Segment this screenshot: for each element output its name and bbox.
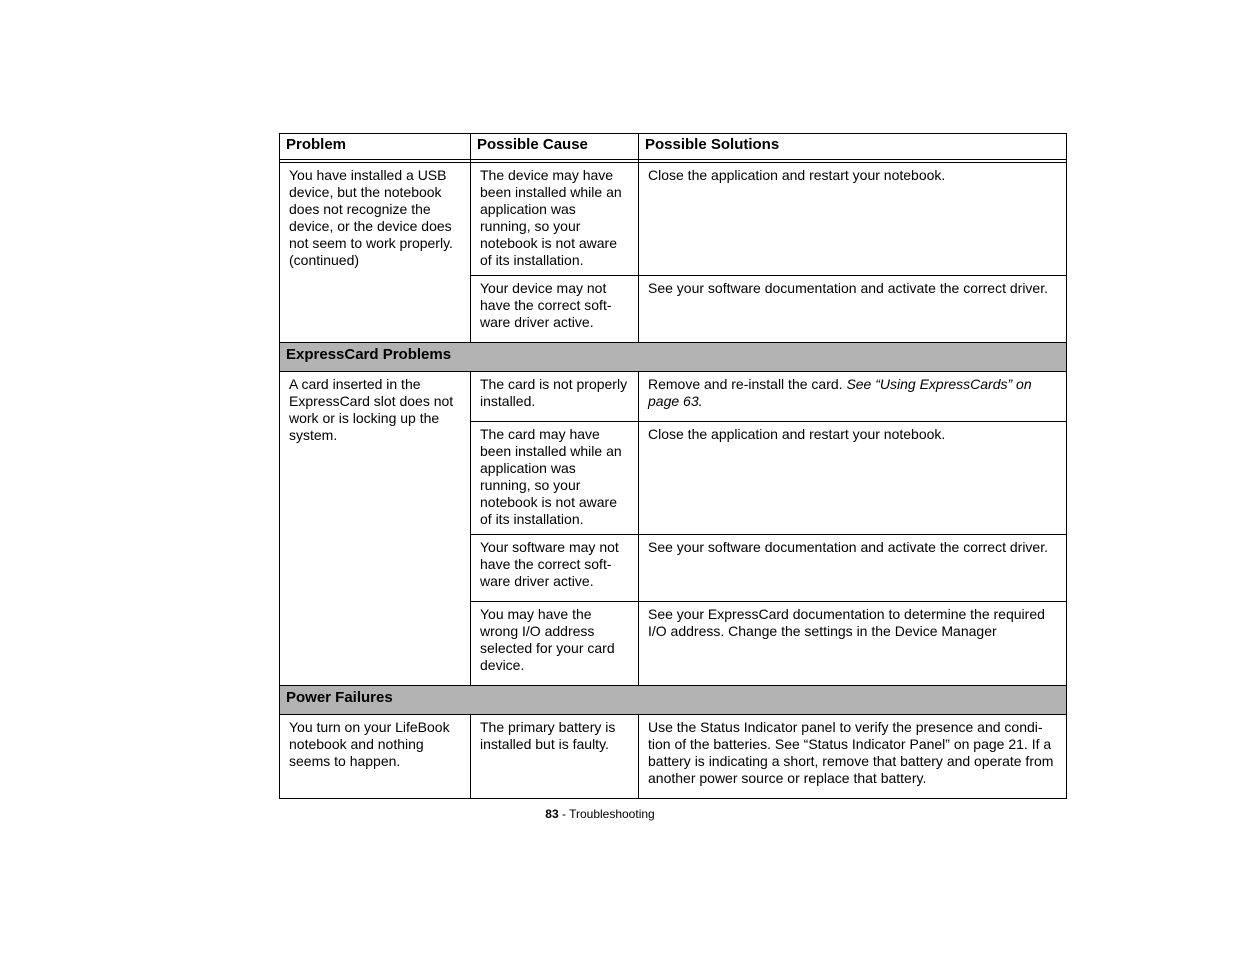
cause-cell: Your software may not have the correct soft-ware driver active. bbox=[471, 535, 639, 602]
cause-cell: The primary battery is installed but is faulty. bbox=[471, 715, 639, 799]
cause-cell: The device may have been installed while an application was running, so your notebook is not aware of its installation. bbox=[471, 163, 639, 276]
problem-cell: You turn on your LifeBook notebook and nothing seems to happen. bbox=[280, 715, 471, 799]
problem-cell: A card inserted in the ExpressCard slot does not work or is locking up the system. bbox=[280, 372, 471, 686]
cause-cell: The card may have been installed while an application was running, so your notebook is not aware of its installation. bbox=[471, 422, 639, 535]
problem-cell: You have installed a USB device, but the notebook does not recognize the device, or the device does not seem to work properly. (continued) bbox=[280, 163, 471, 343]
troubleshooting-table bbox=[279, 133, 1067, 799]
header-possible-solutions: Possible Solutions bbox=[639, 134, 1067, 160]
solution-cell: Close the application and restart your notebook. bbox=[639, 422, 1067, 535]
section-header-row bbox=[280, 686, 1067, 715]
page-number: 83 bbox=[545, 807, 559, 821]
header-possible-cause: Possible Cause bbox=[471, 134, 639, 160]
cause-cell: The card is not properly installed. bbox=[471, 372, 639, 422]
solution-cell: See your ExpressCard documentation to determine the required I/O address. Change the settings in the Device Manager bbox=[639, 602, 1067, 686]
page-footer bbox=[0, 807, 1200, 821]
solution-cell: Close the application and restart your notebook. bbox=[639, 163, 1067, 276]
solution-cell: Use the Status Indicator panel to verify the presence and condi-tion of the batteries. See “Status Indicator Panel” on page 21. If a battery is indicating a short, remove that battery and operate from another power source or replace that battery. bbox=[639, 715, 1067, 799]
table-row bbox=[280, 163, 1067, 276]
cause-cell: You may have the wrong I/O address selected for your card device. bbox=[471, 602, 639, 686]
section-title-power-failures: Power Failures bbox=[280, 686, 1067, 715]
table-row bbox=[280, 372, 1067, 422]
solution-text: Remove and re-install the card. bbox=[648, 376, 847, 392]
solution-cross-reference: See “Using ExpressCards” on page 63. bbox=[648, 376, 1032, 409]
section-header-row bbox=[280, 343, 1067, 372]
footer-section-name: Troubleshooting bbox=[569, 807, 655, 821]
solution-cell: See your software documentation and activate the correct driver. bbox=[639, 535, 1067, 602]
table-row bbox=[280, 715, 1067, 799]
solution-cell bbox=[639, 372, 1067, 422]
header-problem: Problem bbox=[280, 134, 471, 160]
section-title-expresscard: ExpressCard Problems bbox=[280, 343, 1067, 372]
footer-separator: - bbox=[558, 807, 570, 821]
solution-cell: See your software documentation and activate the correct driver. bbox=[639, 276, 1067, 343]
cause-cell: Your device may not have the correct soft-ware driver active. bbox=[471, 276, 639, 343]
table-header-row bbox=[280, 134, 1067, 160]
